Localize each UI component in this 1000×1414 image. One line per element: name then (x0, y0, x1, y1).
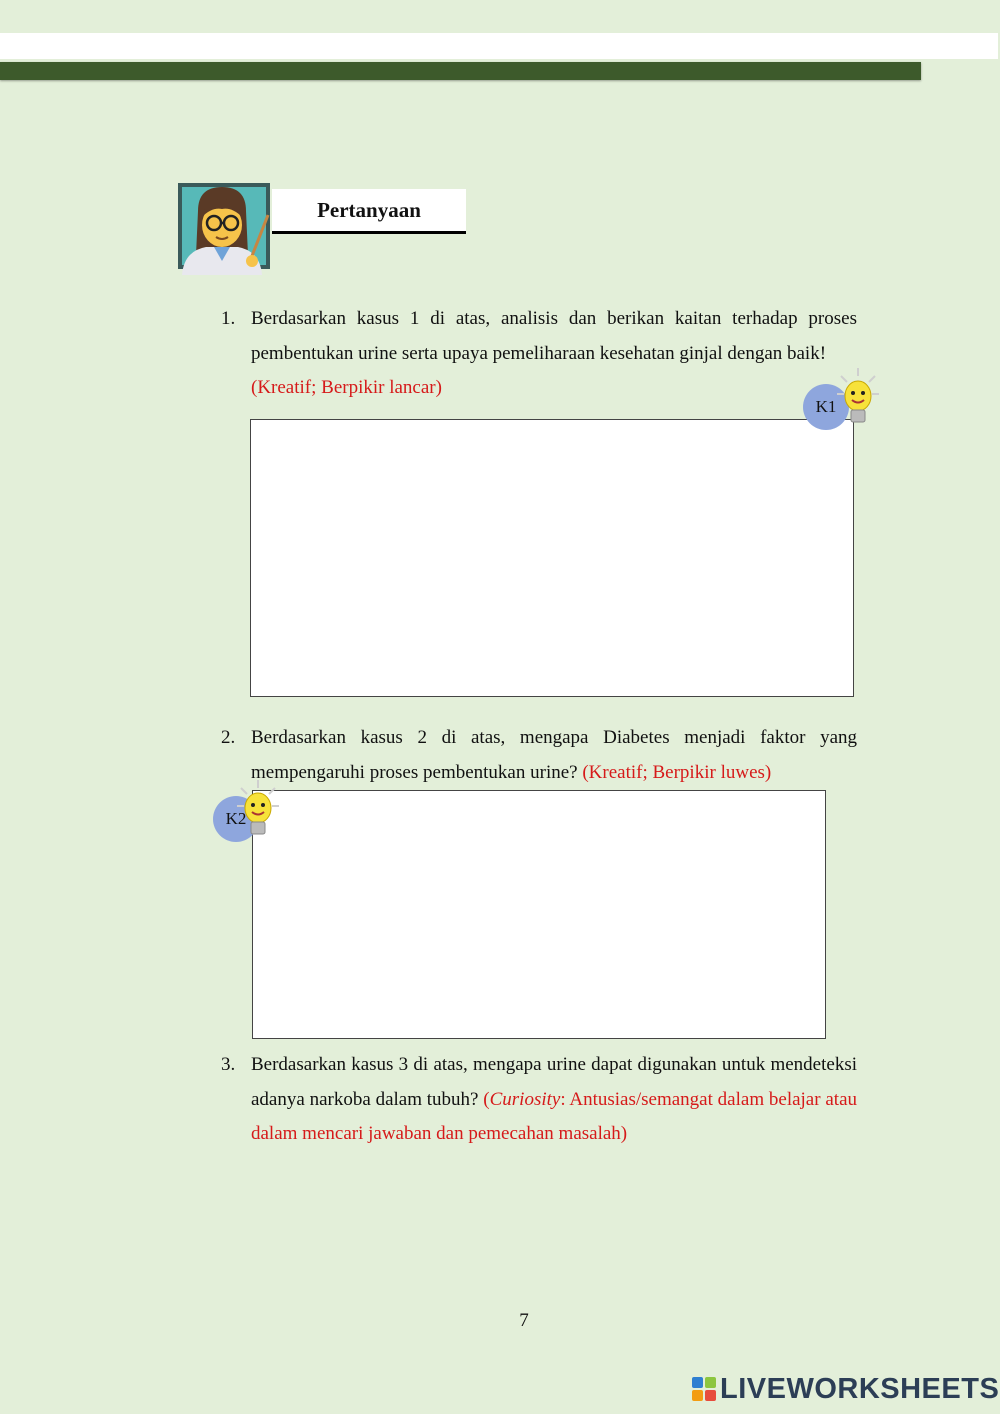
answer-input-1[interactable] (251, 420, 853, 696)
answer-box-2[interactable] (252, 790, 826, 1039)
brand-icon (692, 1377, 716, 1401)
question-text: Berdasarkan kasus 3 di atas, mengapa urine dapat digunakan untuk mendeteksi adanya narkoba dalam tubuh? (251, 1054, 857, 1110)
answer-box-1[interactable] (250, 419, 854, 697)
teacher-icon (176, 181, 272, 275)
question-tag: (Curiosity: Antusias/semangat dalam belajar atau dalam mencari jawaban dan pemecahan masalah) (251, 1088, 857, 1144)
question-number: 3. (221, 1054, 236, 1075)
question-2 (221, 721, 857, 790)
question-number: 1. (221, 308, 236, 329)
header-green-bar (0, 62, 921, 80)
brand-logo[interactable] (692, 1372, 999, 1406)
badge-label: K2 (213, 796, 259, 842)
page-number: 7 (519, 1310, 529, 1331)
lightbulb-icon (835, 366, 881, 428)
brand-name: LIVEWORKSHEETS (720, 1372, 1000, 1405)
question-tag: (Kreatif; Berpikir lancar) (251, 377, 442, 398)
question-text: Berdasarkan kasus 2 di atas, mengapa Diabetes menjadi faktor yang mempengaruhi proses pembentukan urine? (251, 727, 857, 783)
badge-label: K1 (803, 384, 849, 430)
lightbulb-icon (235, 778, 281, 840)
question-text: Berdasarkan kasus 1 di atas, analisis dan berikan kaitan terhadap proses pembentukan urine serta upaya pemeliharaan kesehatan ginjal dengan baik! (251, 308, 857, 364)
question-3 (221, 1048, 857, 1152)
section-title: Pertanyaan (272, 189, 466, 234)
question-1 (221, 302, 857, 406)
question-number: 2. (221, 727, 236, 748)
answer-input-2[interactable] (253, 791, 825, 1038)
header-white-band (0, 33, 998, 59)
question-tag: (Kreatif; Berpikir luwes) (582, 761, 772, 783)
